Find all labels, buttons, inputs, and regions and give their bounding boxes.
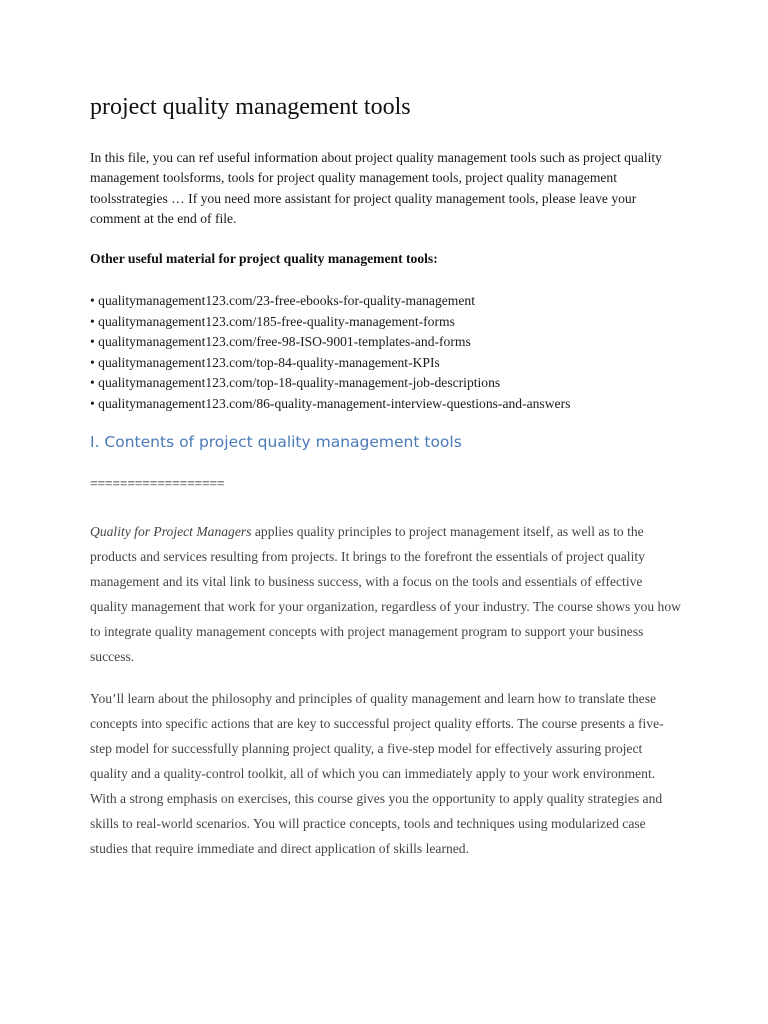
separator-line: ================== bbox=[90, 476, 225, 491]
document-title: project quality management tools bbox=[90, 94, 411, 120]
link-item[interactable]: • qualitymanagement123.com/185-free-quality-management-forms bbox=[90, 313, 455, 329]
body-paragraph-2: You’ll learn about the philosophy and principles of quality management and learn how to translate these concepts into specific actions that are key to successful project quality efforts. The course presents a five-step model for successfully planning project quality, a five-step model for effectively assuring project quality and a quality-control toolkit, all of which you can immediately apply to your work environment. With a strong emphasis on exercises, this course gives you the opportunity to apply quality strategies and skills to real-world scenarios. You will practice concepts, tools and techniques using modularized case studies that require immediate and direct application of skills learned. bbox=[90, 691, 664, 856]
course-title: Quality for Project Managers bbox=[90, 524, 252, 539]
other-material-heading: Other useful material for project quality management tools: bbox=[90, 251, 438, 266]
link-item[interactable]: • qualitymanagement123.com/free-98-ISO-9001-templates-and-forms bbox=[90, 334, 471, 349]
intro-paragraph: In this file, you can ref useful information about project quality management tools such as project quality management toolsforms, tools for project quality management tools, project quality management toolsstrategies … If you need more assistant for project quality management tools, please leave your comment at the end of file. bbox=[90, 150, 662, 227]
link-item[interactable]: • qualitymanagement123.com/top-84-quality-management-KPIs bbox=[90, 354, 440, 370]
link-item[interactable]: • qualitymanagement123.com/top-18-quality-management-job-descriptions bbox=[90, 375, 501, 390]
link-item[interactable]: • qualitymanagement123.com/23-free-ebooks-for-quality-management bbox=[90, 293, 475, 308]
useful-links-list bbox=[90, 291, 570, 414]
body-paragraph-1-text: applies quality principles to project management itself, as well as to the products and services resulting from projects. It brings to the forefront the essentials of project quality management and its vital link to business success, with a focus on the tools and essentials of effective quality management that work for your organization, regardless of your industry. The course shows you how to integrate quality management concepts with project management program to support your business success. bbox=[90, 524, 681, 664]
section-heading-contents: I. Contents of project quality management tools bbox=[90, 433, 462, 451]
body-paragraph-1 bbox=[90, 519, 682, 669]
link-item[interactable]: • qualitymanagement123.com/86-quality-management-interview-questions-and-answers bbox=[90, 395, 571, 411]
